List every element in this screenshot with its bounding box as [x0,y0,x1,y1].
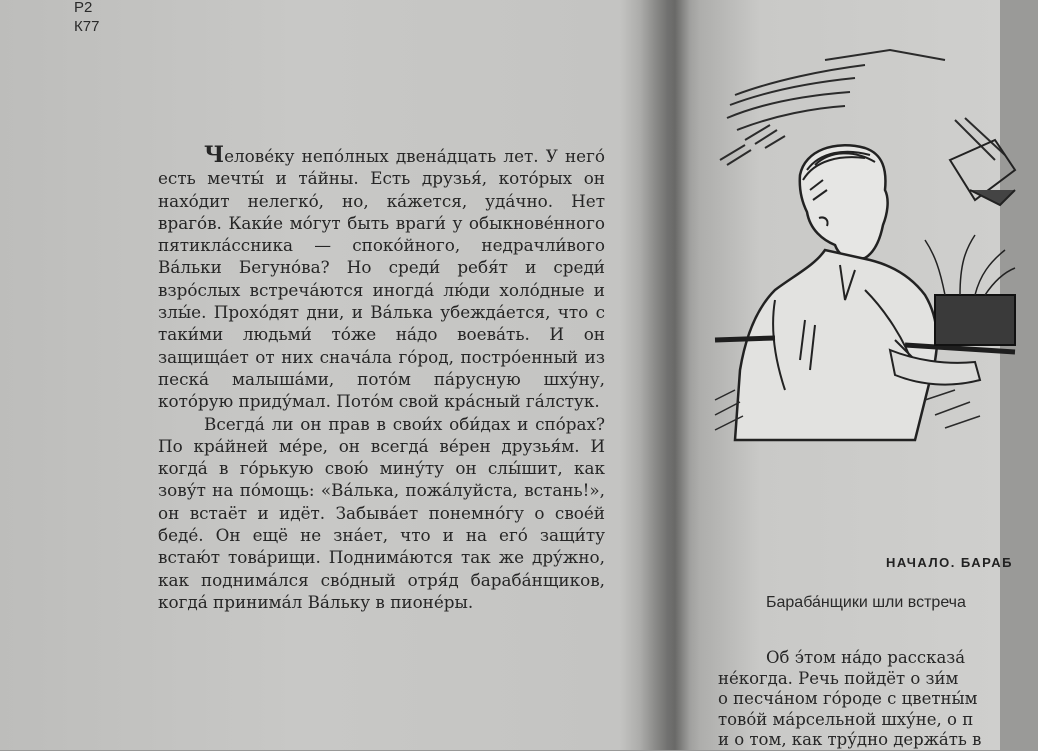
classification-line-2: К77 [74,18,100,35]
annotation-text [158,144,605,613]
annotation-paragraph-2: Всегда́ ли он прав в свои́х оби́дах и спо́рах? По кра́йней ме́ре, он всегда́ ве́рен друзья́м. И когда́ в го́рькую свою́ мину́ту он слы́шит, как зову́т на по́мощь: «Ва́лька, пожа́луйста, встань!», он встаёт и идёт. Забыва́ет понемно́гу о свое́й беде́. Он ещё не зна́ет, что и на его́ защи́ту встаю́т това́рищи. Поднима́ются так же дру́жно, как поднима́лся сво́дный отря́д бараба́нщиков, когда́ принима́л Ва́льку в пионе́ры. [158,413,605,612]
text-line: не́когда. Речь пойдёт о зи́м [718,668,959,688]
boy-illustration [715,40,1015,470]
library-classification-code [74,0,99,36]
text-line: и о том, как тру́дно держа́ть в [718,730,982,749]
text-line: тово́й ма́рсельной шху́не, о п [718,709,974,729]
book-gutter [640,0,700,750]
chapter-opening-text [718,648,1038,751]
text-line: Об э́том на́до рассказа́ [766,648,966,667]
chapter-epigraph: Бараба́нщики шли встреча [766,594,966,611]
annotation-paragraph-1: Челове́ку непо́лных двена́дцать лет. У него́ есть мечты́ и та́йны. Есть друзья́, кото́рых он нахо́дит нелегко́, но, ка́жется, уда́чно. Нет враго́в. Каки́е мо́гут быть враги́ у обыкнове́нного пятикла́ссника — споко́йного, недрачли́вого Ва́льки Бегуно́ва? Но среди́ ребя́т и среди́ взро́слых встреча́ются иногда́ лю́ди холо́дные и злы́е. Прохо́дят дни, и Ва́лька убежда́ется, что с таки́ми людьми́ то́же на́до воева́ть. И он защища́ет от них снача́ла го́род, постро́енный из песка́ малыша́ми, пото́м па́русную шху́ну, кото́рую приду́мал. Пото́м свой кра́сный га́лстук. [158,142,605,412]
chapter-title: НАЧАЛО. БАРАБ [886,555,1013,570]
classification-line-1: Р2 [74,0,93,16]
text-line: о песча́ном го́роде с цветны́м [718,689,978,708]
